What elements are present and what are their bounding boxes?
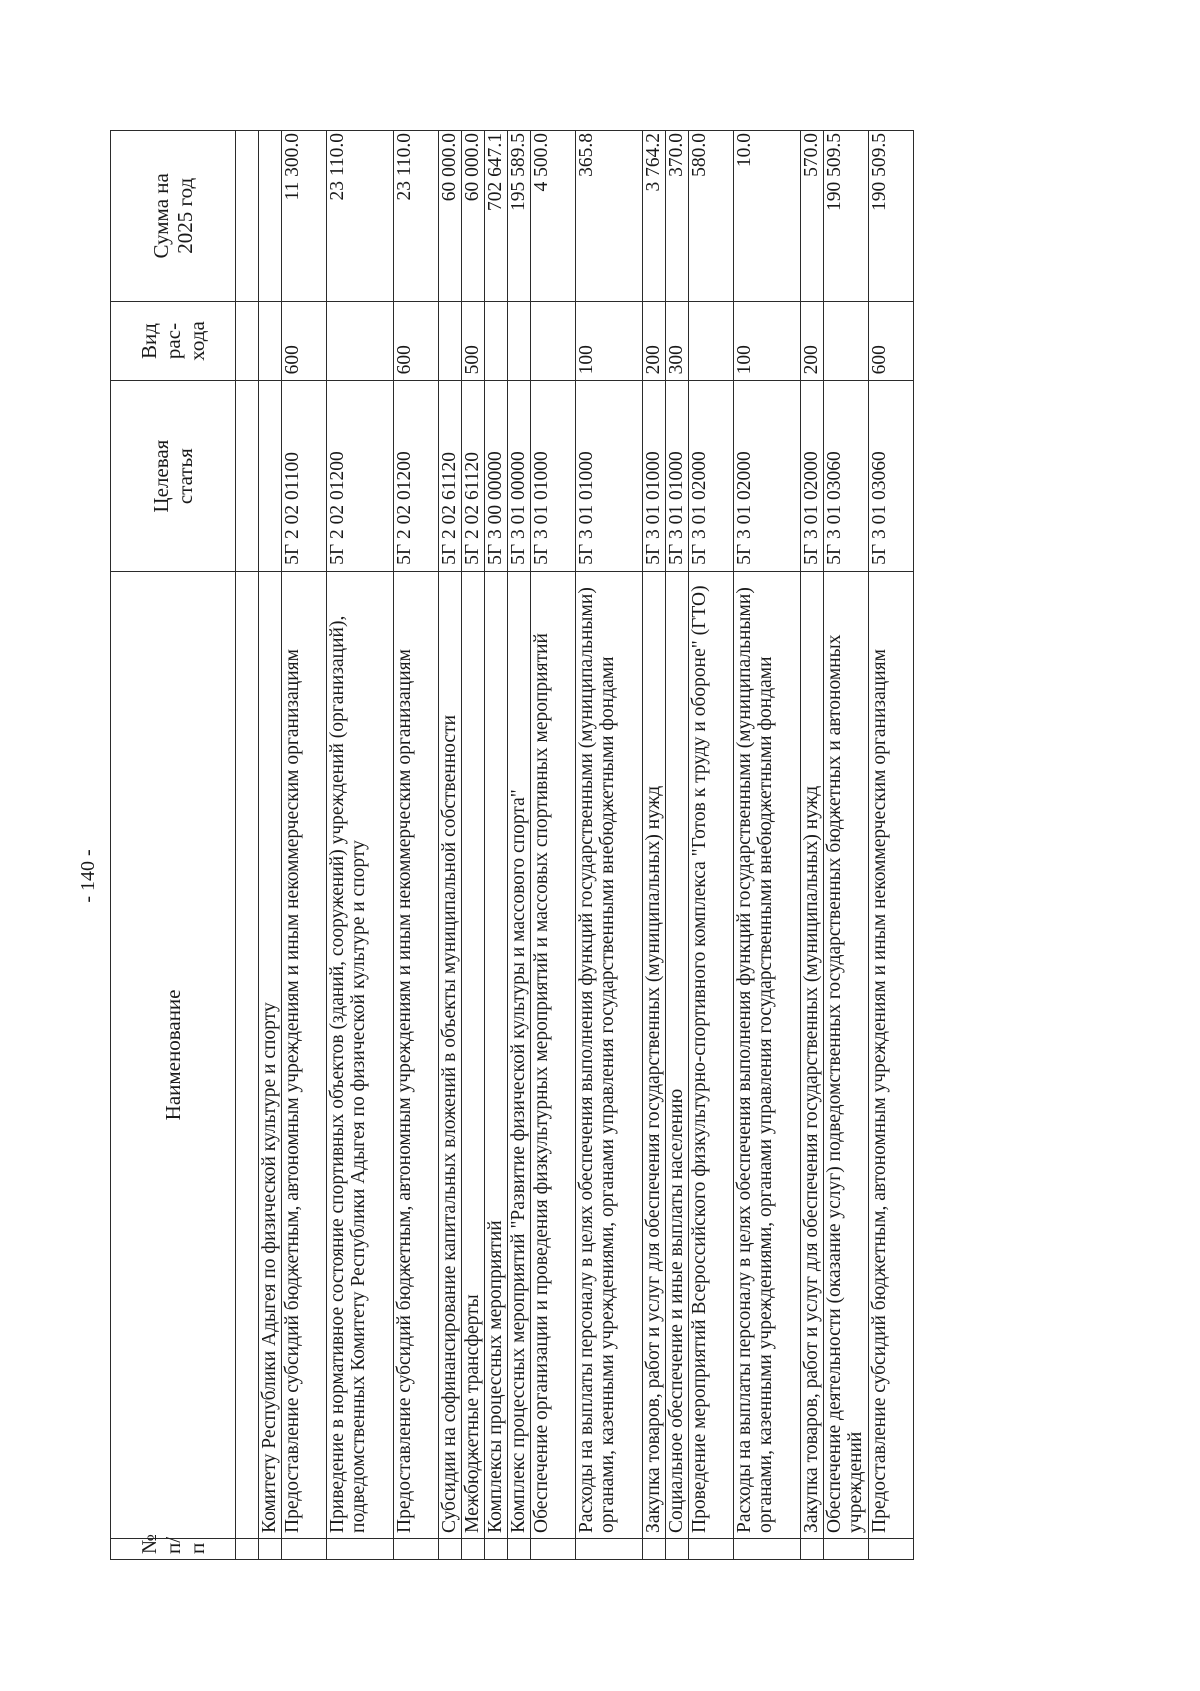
cell-name: Предоставление субсидий бюджетным, автономным учреждениям и иным некоммерческим организациям [394,571,439,1538]
cell-name: Обеспечение организации и проведения физкультурных мероприятий и массовых спортивных мероприятий [531,571,576,1538]
budget-table-rotated [110,130,1200,1560]
cell-type [508,301,531,381]
cell-sum [259,131,282,302]
cell-name: Межбюджетные трансферты [462,571,485,1538]
cell-type: 600 [282,301,327,381]
cell-code: 5Г 3 01 01000 [666,381,689,572]
table-row [801,131,824,1560]
table-row [282,131,327,1560]
cell-type [485,301,508,381]
cell-type [689,301,734,381]
header-type [111,301,236,381]
table-row [576,131,643,1560]
header-code-line: статья [173,448,197,505]
header-no-line: № [137,1533,161,1554]
cell-type [824,301,869,381]
table-row [508,131,531,1560]
cell-type: 600 [394,301,439,381]
table-row [462,131,485,1560]
table-row [824,131,869,1560]
cell-sum: 570.0 [801,131,824,302]
cell-code: 5Г 3 00 00000 [485,381,508,572]
cell-type: 100 [576,301,643,381]
cell-type: 100 [734,301,801,381]
cell-no [824,1538,869,1559]
table-row [531,131,576,1560]
cell-type [259,301,282,381]
table-row [643,131,666,1560]
cell-sum: 4 500.0 [531,131,576,302]
cell-code: 5Г 3 01 01000 [531,381,576,572]
cell-type [236,301,259,381]
cell-name: Предоставление субсидий бюджетным, автономным учреждениям и иным некоммерческим организациям [282,571,327,1538]
cell-no [485,1538,508,1559]
table-row [869,131,914,1560]
cell-name: Комплексы процессных мероприятий [485,571,508,1538]
cell-code: 5Г 3 01 01000 [576,381,643,572]
cell-code: 5Г 3 01 01000 [643,381,666,572]
page-number: - 140 - [77,849,99,903]
cell-code: 5Г 2 02 01100 [282,381,327,572]
table-row [689,131,734,1560]
cell-no [508,1538,531,1559]
cell-code: 5Г 3 01 03060 [869,381,914,572]
header-no-line: п/п [161,1536,209,1554]
cell-name: Закупка товаров, работ и услуг для обеспечения государственных (муниципальных) нужд [801,571,824,1538]
header-name [111,571,236,1538]
cell-type [327,301,394,381]
cell-sum: 23 110.0 [327,131,394,302]
cell-type [531,301,576,381]
cell-code: 5Г 3 01 03060 [824,381,869,572]
cell-sum: 11 300.0 [282,131,327,302]
cell-code: 5Г 3 01 00000 [508,381,531,572]
header-code [111,381,236,572]
header-type-line: Вид [137,323,161,359]
header-sum-line: Сумма на [149,173,173,259]
table-row [394,131,439,1560]
cell-no [259,1538,282,1559]
cell-no [394,1538,439,1559]
header-sum-line: 2025 год [173,177,197,254]
cell-no [327,1538,394,1559]
cell-no [689,1538,734,1559]
cell-name [236,571,259,1538]
header-no [111,1533,236,1559]
cell-code: 5Г 2 02 01200 [394,381,439,572]
header-name-line: Наименование [161,989,185,1121]
cell-name: Проведение мероприятий Всероссийского физкультурно-спортивного комплекса "Готов к труду и обороне" (ГТО) [689,571,734,1538]
cell-no [236,1538,259,1559]
cell-name: Субсидии на софинансирование капитальных вложений в объекты муниципальной собственности [439,571,462,1538]
cell-name: Комплекс процессных мероприятий "Развитие физической культуры и массового спорта" [508,571,531,1538]
cell-name: Расходы на выплаты персоналу в целях обеспечения выполнения функций государственными (муниципальными) органами, казенными учреждениями, органами управления государственными внебюджетными фондами [576,571,643,1538]
cell-code: 5Г 2 02 61120 [462,381,485,572]
cell-sum [236,131,259,302]
cell-code: 5Г 2 02 61120 [439,381,462,572]
cell-sum: 190 509.5 [824,131,869,302]
cell-no [801,1538,824,1559]
cell-sum: 23 110.0 [394,131,439,302]
cell-no [439,1538,462,1559]
cell-no [462,1538,485,1559]
table-row [327,131,394,1560]
table-row [485,131,508,1560]
cell-no [666,1538,689,1559]
cell-no [643,1538,666,1559]
cell-type: 300 [666,301,689,381]
cell-type: 600 [869,301,914,381]
cell-code: 5Г 2 02 01200 [327,381,394,572]
table-row [259,131,282,1560]
cell-name: Предоставление субсидий бюджетным, автономным учреждениям и иным некоммерческим организациям [869,571,914,1538]
cell-name: Комитету Республики Адыгея по физической культуре и спорту [259,571,282,1538]
cell-name: Расходы на выплаты персоналу в целях обеспечения выполнения функций государственными (муниципальными) органами, казенными учреждениями, органами управления государственными внебюджетными фондами [734,571,801,1538]
cell-code: 5Г 3 01 02000 [734,381,801,572]
header-type-line: хода [185,321,209,361]
cell-sum: 370.0 [666,131,689,302]
cell-sum: 365.8 [576,131,643,302]
cell-name: Социальное обеспечение и иные выплаты населению [666,571,689,1538]
cell-no [734,1538,801,1559]
cell-name: Обеспечение деятельности (оказание услуг) подведомственных государственных бюджетных и автономных учреждений [824,571,869,1538]
table-row [439,131,462,1560]
cell-no [576,1538,643,1559]
cell-sum: 195 589.5 [508,131,531,302]
header-sum [111,131,236,302]
cell-sum: 3 764.2 [643,131,666,302]
table-row [666,131,689,1560]
cell-no [282,1538,327,1559]
cell-code [259,381,282,572]
cell-type [439,301,462,381]
cell-code: 5Г 3 01 02000 [801,381,824,572]
cell-sum: 190 509.5 [869,131,914,302]
cell-type: 200 [643,301,666,381]
header-type-line: рас- [161,322,185,360]
budget-table [110,130,914,1560]
cell-name: Приведение в нормативное состояние спортивных объектов (зданий, сооружений) учреждений (организаций), подведомственных Комитету Республики Адыгея по физической культуре и спорту [327,571,394,1538]
cell-name: Закупка товаров, работ и услуг для обеспечения государственных (муниципальных) нужд [643,571,666,1538]
cell-type: 500 [462,301,485,381]
cell-code: 5Г 3 01 02000 [689,381,734,572]
table-header-row [111,131,236,1560]
header-code-line: Целевая [149,439,173,513]
cell-sum: 60 000.0 [462,131,485,302]
cell-no [869,1538,914,1559]
cell-sum: 580.0 [689,131,734,302]
cell-sum: 702 647.1 [485,131,508,302]
cell-code [236,381,259,572]
cell-sum: 60 000.0 [439,131,462,302]
table-row [236,131,259,1560]
table-row [734,131,801,1560]
cell-sum: 10.0 [734,131,801,302]
cell-no [531,1538,576,1559]
cell-type: 200 [801,301,824,381]
